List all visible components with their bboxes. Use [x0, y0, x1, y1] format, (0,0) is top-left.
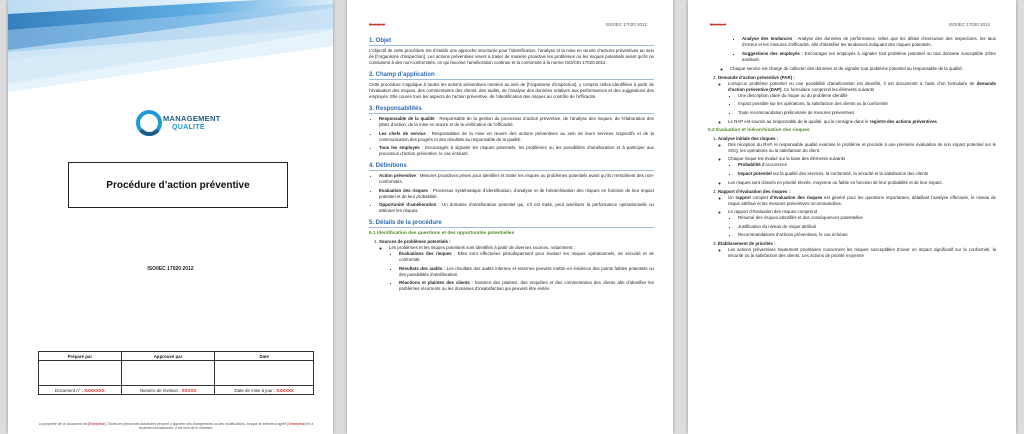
list-item: ▪ Recommandations d’actions préventives, le cas échéant [738, 232, 996, 238]
list-item: • Tous les employés : Encouragés à signaler les risques potentiels, les problèmes ou les possibilités d’amélioration et à participer aux processus d’action préventive, le cas échéant. [379, 145, 654, 157]
list-item: ▪ Toute recommandation préliminaire de mesures préventives [738, 110, 996, 116]
par-list [708, 75, 996, 125]
document-title: Procédure d’action préventive [68, 162, 288, 208]
list-item: ▪ Résumé des risques identifiés et des conséquences potentielles [738, 215, 996, 221]
cover-page [8, 0, 333, 434]
header-decoration [8, 0, 333, 92]
list-item: ▪ Suggestions des employés : Encourager les employés à signaler tout problème potentiel ou tout domaine susceptible d’être amélioré. [742, 51, 996, 63]
responsibilities-list [369, 116, 654, 157]
sources-list [369, 239, 654, 292]
logo-line-2: QUALITÉ [172, 124, 205, 131]
list-item: ◦ Le rapport d’évaluation des risques comprend ▪ Résumé des risques identifiés et des conséquences potentielles ▪ Justification du niveau de risque attribué ▪ Recommandations d’actions préventives, le cas échéant [728, 209, 996, 238]
section-heading: 3. Responsabilités [369, 106, 654, 114]
paragraph: L’objectif de cette procédure est d’établir une approche structurée pour l’identification, l’analyse et la mise en œuvre d’actions préventives au sein de [l’organisme d’inspection]. Les actions préventives visent à traiter de manière proactive les problèmes ou les risques potentiels avant qu’ils ne conduisent à des non-conformités, ce qui favorise l’amélioration continue et la conformité à la norme ISO/CEI 17020:2012. [369, 48, 654, 65]
list-item: ▪ Résultats des audits : Les résultats des audits internes et externes peuvent mettre en évidence des points faibles potentiels ou des possibilités d’amélioration. [399, 266, 654, 278]
list-item: • Action préventive : Mesures proactives prises pour identifier et traiter les risques ou problèmes potentiels avant qu’ils n’entraînent des non-conformités. [379, 173, 654, 185]
page-body [369, 38, 654, 295]
document-number: Document n° : XXXXXXX [39, 386, 122, 395]
revision-number: Numéro de révision : XXXXX [121, 386, 215, 395]
note-list [708, 66, 996, 72]
section-heading: 4. Définitions [369, 163, 654, 171]
list-item: ◦ Dès réception du RAP, le responsable qualité examine le problème et procède à une première évaluation de son impact potentiel sur le SGQ, les opérations ou la satisfaction du client. [728, 142, 996, 154]
list-item: ▪ Impact potentiel sur la qualité des services, la conformité, la sécurité et la satisfaction des clients [738, 171, 996, 177]
update-date: Date de mise à jour : XXXXXX [215, 386, 314, 395]
list-item: ◦ Un rapport complet d’évaluation des risques est généré pour les questions importantes, détaillant l’analyse effectuée, le niveau de risque attribué et les mesures préventives recommandées. [728, 195, 996, 207]
running-header-left: Dossiez [369, 22, 386, 27]
date-header: Date [215, 352, 314, 361]
prepared-by-cell[interactable] [39, 361, 122, 386]
list-item: ◦ Chaque risque est évalué sur la base des éléments suivants ▪ Probabilité d’occurrence ▪ Impact potentiel sur la qualité des services, la conformité, la sécurité et la satisfaction des clients [728, 156, 996, 177]
content-page-1 [347, 0, 673, 434]
list-item: ◦ Le RAP est soumis au responsable de la qualité, qui le consigne dans le registre des actions préventives. [728, 119, 996, 125]
paragraph: Cette procédure s’applique à toutes les actions préventives menées au sein de [l’organisme d’inspection], y compris celles identifiées à partir de l’évaluation des risques, des commentaires des clients, des audits, de l’analyse des données relatives aux performances et des suggestions des employés. Elle couvre tous les aspects de l’action préventive, de l’identification des risques au contrôle de l’efficacité. [369, 82, 654, 99]
subsection-heading: 5.2 Évaluation et hiérarchisation des risques [708, 127, 810, 133]
list-item: 3. Établissement de priorités : ◦ Les actions préventives hautement prioritaires concernent les risques susceptibles d’avoir un impact significatif sur la conformité, la sécurité ou la satisfaction des clients. Les actions de priorité moyenne [718, 241, 996, 259]
content-page-2 [688, 0, 1016, 434]
running-header-left: Dossiez [710, 22, 727, 27]
running-header-right: ISO/IEC 17020 2012 [948, 22, 990, 27]
standard-code: ISO/IEC 17020 2012 [147, 266, 194, 272]
signature-table [38, 351, 314, 395]
list-item: • Les chefs de service : Responsables de la mise en œuvre des actions préventives au sein de leurs services respectifs et de la communication des progrès et des résultats au responsable de la qualité. [379, 131, 654, 143]
section-heading: 2. Champ d’application [369, 72, 654, 80]
list-item: ◦ Les actions préventives hautement prioritaires concernent les risques susceptibles d’avoir un impact significatif sur la conformité, la sécurité ou la satisfaction des clients. Les actions de priorité moyenne [728, 247, 996, 259]
running-header-right: ISO/IEC 17020 2012 [605, 22, 647, 27]
page-body [708, 36, 996, 262]
list-item: ◦ Les problèmes et les risques potentiels sont identifiés à partir de diverses sources, notamment : ▪ Évaluations des risques : Elles sont effectuées périodiquement pour évaluer les risques opérationnels, de sécurité et de conformité. ▪ Résultats des audits : Les résultats des audits internes et externes peuvent mettre en évidence des points faibles potentiels ou des possibilités d’amélioration. ▪ Réactions et plaintes des clients : Examen des plaintes, des enquêtes et des commentaires des clients afin d’identifier les problèmes récurrents ou les domaines d’insatisfaction qui peuvent être évités. [389, 245, 654, 292]
list-item: ▪ Réactions et plaintes des clients : Examen des plaintes, des enquêtes et des commentaires des clients afin d’identifier les problèmes récurrents ou les domaines d’insatisfaction qui peuvent être évités. [399, 280, 654, 292]
section-heading: 5. Détails de la procédure [369, 220, 654, 228]
list-item: ▪ Analyse des tendances : Analyse des données de performance, telles que les délais d’exécution des inspections, les taux d’erreur et les mesures d’efficacité, afin d’identifier les tendances indiquant des risques potentiels. [742, 36, 996, 48]
list-item: • Responsable de la qualité : Responsable de la gestion du processus d’action préventive, de l’analyse des risques, de l’élaboration des plans d’action, de la mise en œuvre et de la vérification de l’efficacité. [379, 116, 654, 128]
evaluation-list [708, 136, 996, 260]
list-item: ▪ Évaluations des risques : Elles sont effectuées périodiquement pour évaluer les risques opérationnels, de sécurité et de conformité. [399, 251, 654, 263]
sources-list-continued [708, 36, 996, 63]
list-item: 1. Sources de problèmes potentiels : ◦ Les problèmes et les risques potentiels sont identifiés à partir de diverses sources, notamment : ▪ Évaluations des risques : Elles sont effectuées périodiquement pour évaluer les risques opérationnels, de sécurité et de conformité. ▪ Résultats des audits : Les résultats des audits internes et externes peuvent mettre en évidence des points faibles potentiels ou des possibilités d’amélioration. ▪ Réactions et plaintes des clients : Examen des plaintes, des enquêtes et des commentaires des clients afin d’identifier les problèmes récurrents ou les domaines d’insatisfaction qui peuvent être évités. [379, 239, 654, 292]
list-item: • Opportunité d’amélioration : Un domaine d’amélioration potentiel qui, s’il est traité, peut améliorer la performance opérationnelle ou atténuer les risques. [379, 202, 654, 214]
approved-by-header: Approuvé par [121, 352, 215, 361]
definitions-list [369, 173, 654, 214]
logo-line-1: MANAGEMENT [163, 114, 221, 123]
list-item: ◦ Lorsqu’un problème potentiel ou une possibilité d’amélioration est identifié, il est documenté à l’aide d’un formulaire de demande d’action préventive (DAP). Ce formulaire comprend les éléments suivants ▪ Une description claire du risque ou du problème identifié ▪ Impact possible sur les opérations, la satisfaction des clients ou la conformité ▪ Toute recommandation préliminaire de mesures préventives [728, 81, 996, 116]
date-cell[interactable] [215, 361, 314, 386]
list-item: ▪ Probabilité d’occurrence [738, 162, 996, 168]
list-item: • Évaluation des risques : Processus systématique d’identification, d’analyse et de hiérarchisation des risques en fonction de leur impact potentiel et de leur probabilité. [379, 188, 654, 200]
list-item: 2. Demande d’action préventive (PAR) : ◦ Lorsqu’un problème potentiel ou une possibilité d’amélioration est identifié, il est documenté à l’aide d’un formulaire de demande d’action préventive (DAP). Ce formulaire comprend les éléments suivants ▪ Une description claire du risque ou du problème identifié ▪ Impact possible sur les opérations, la satisfaction des clients ou la conformité ▪ Toute recommandation préliminaire de mesures préventives ◦ Le RAP est soumis au responsable de la qualité, qui le consigne dans le registre des actions préventives. [718, 75, 996, 125]
list-item: 1. Analyse initiale des risques : ◦ Dès réception du RAP, le responsable qualité examine le problème et procède à une première évaluation de son impact potentiel sur le SGQ, les opérations ou la satisfaction du client. ◦ Chaque risque est évalué sur la base des éléments suivants ▪ Probabilité d’occurrence ▪ Impact potentiel sur la qualité des services, la conformité, la sécurité et la satisfaction des clients ◦ Les risques sont classés en priorité élevée, moyenne ou faible en fonction de leur probabilité et de leur impact. [718, 136, 996, 186]
subsection-heading: 5.1 Identification des questions et des opportunités potentielles [369, 231, 515, 236]
approved-by-cell[interactable] [121, 361, 215, 386]
list-item: 2. Rapport d’évaluation des risques : ◦ Un rapport complet d’évaluation des risques est généré pour les questions importantes, détaillant l’analyse effectuée, le niveau de risque attribué et les mesures préventives recommandées. ◦ Le rapport d’évaluation des risques comprend ▪ Résumé des risques identifiés et des conséquences potentielles ▪ Justification du niveau de risque attribué ▪ Recommandations d’actions préventives, le cas échéant [718, 189, 996, 239]
list-item: ◦ Les risques sont classés en priorité élevée, moyenne ou faible en fonction de leur probabilité et de leur impact. [728, 180, 996, 186]
section-heading: 1. Objet [369, 38, 654, 46]
list-item: ▪ Justification du niveau de risque attribué [738, 224, 996, 230]
list-item: ▪ Impact possible sur les opérations, la satisfaction des clients ou la conformité [738, 101, 996, 107]
prepared-by-header: Préparé par [39, 352, 122, 361]
company-logo [136, 104, 246, 144]
list-item: ◦ Chaque service est chargé de collecter des données et de signaler tout problème potentiel au responsable de la qualité. [730, 66, 996, 72]
ownership-footer: La propriété de ce document est [Entreprise]. Toutes les personnes autorisées peuvent y apporter des changements ou des modifications, lorsque le détenteur agréé [l’entreprise] en a la pleine connaissance. Il est tenu de le maîtriser. [38, 422, 314, 430]
list-item: ▪ Une description claire du risque ou du problème identifié [738, 93, 996, 99]
